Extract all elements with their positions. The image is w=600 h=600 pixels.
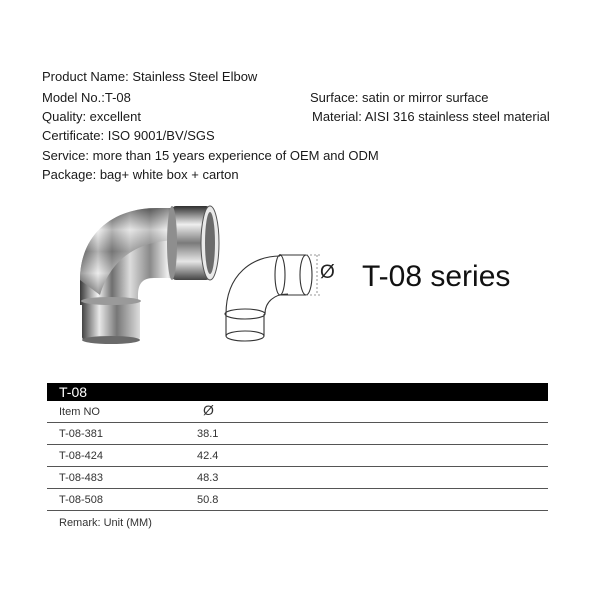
diameter-cell: 42.4 bbox=[197, 450, 219, 462]
elbow-line-drawing bbox=[218, 244, 328, 344]
table-title: T-08 bbox=[47, 383, 548, 401]
table-row bbox=[47, 467, 548, 489]
table-row bbox=[47, 423, 548, 445]
item-no-cell: T-08-508 bbox=[59, 494, 104, 506]
package-text: Package: bag+ white box + carton bbox=[42, 167, 239, 182]
item-no-cell: T-08-483 bbox=[59, 472, 104, 484]
model-no-text: Model No.:T-08 bbox=[42, 90, 131, 105]
service-text: Service: more than 15 years experience of OEM and ODM bbox=[42, 148, 379, 163]
item-column-header: Item NO bbox=[59, 406, 100, 418]
diameter-symbol: Ø bbox=[320, 262, 335, 283]
elbow-product-photo bbox=[72, 200, 222, 350]
table-header-row bbox=[47, 401, 548, 423]
diameter-cell: 38.1 bbox=[197, 428, 219, 440]
table-row bbox=[47, 445, 548, 467]
item-no-cell: T-08-381 bbox=[59, 428, 104, 440]
series-title: T-08 series bbox=[362, 260, 511, 293]
quality-text: Quality: excellent bbox=[42, 109, 141, 124]
table-remark: Remark: Unit (MM) bbox=[59, 517, 152, 529]
surface-text: Surface: satin or mirror surface bbox=[310, 90, 489, 105]
diameter-cell: 50.8 bbox=[197, 494, 219, 506]
diameter-column-header: Ø bbox=[203, 402, 214, 418]
table-row bbox=[47, 489, 548, 511]
size-table bbox=[47, 383, 548, 529]
material-text: Material: AISI 316 stainless steel material bbox=[312, 109, 550, 124]
diameter-cell: 48.3 bbox=[197, 472, 219, 484]
item-no-cell: T-08-424 bbox=[59, 450, 104, 462]
certificate-text: Certificate: ISO 9001/BV/SGS bbox=[42, 128, 215, 143]
product-name-text: Product Name: Stainless Steel Elbow bbox=[42, 69, 258, 84]
